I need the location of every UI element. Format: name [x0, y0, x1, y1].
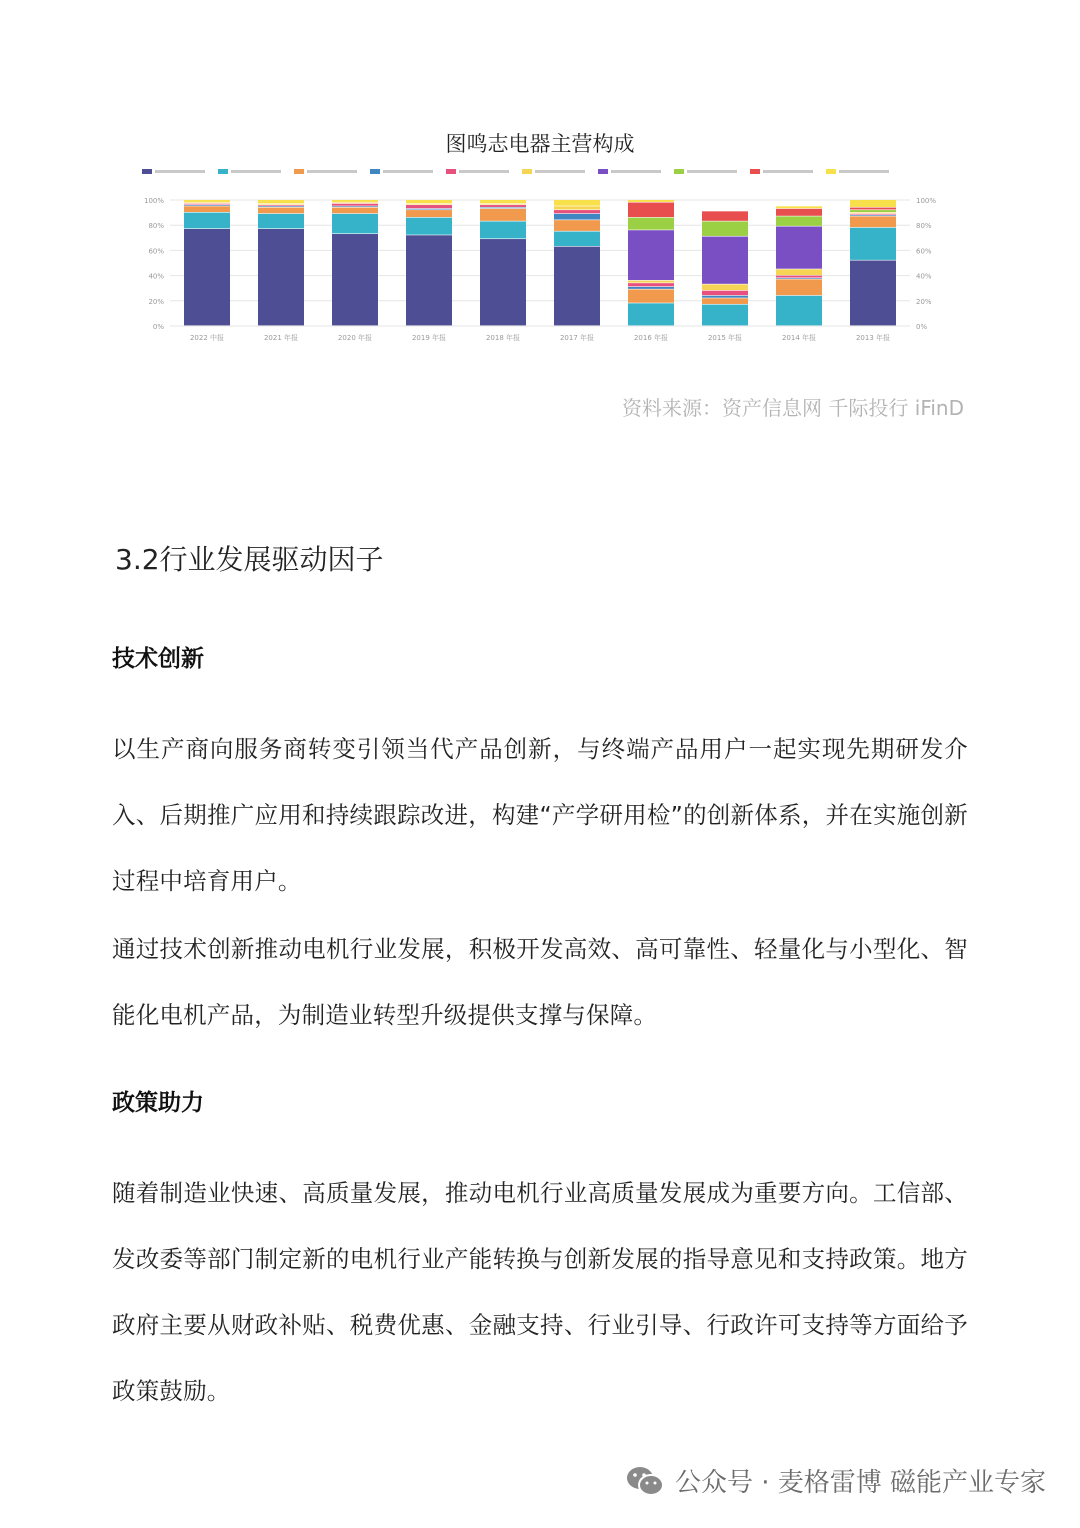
bar-segment [554, 214, 600, 220]
x-tick-label: 2020 年报 [337, 334, 373, 342]
bar-segment [850, 208, 896, 210]
legend-swatch [218, 169, 228, 174]
x-tick-label: 2017 年报 [559, 334, 595, 342]
bar-segment [406, 200, 452, 203]
y-tick-label-right: 20% [916, 297, 932, 306]
bar-segment [406, 218, 452, 235]
legend-label-placeholder [839, 170, 889, 173]
bar-segment [850, 228, 896, 260]
x-tick-label: 2019 年报 [411, 334, 447, 342]
legend-label-placeholder [307, 170, 357, 173]
bar-segment [332, 204, 378, 206]
subheading-tech-innovation: 技术创新 [112, 646, 204, 672]
bar-segment [480, 208, 526, 209]
bar-segment [628, 283, 674, 286]
bar-segment [702, 221, 748, 236]
bar-segment [480, 204, 526, 205]
footer-text: 公众号 · 麦格雷博 磁能产业专家 [674, 1468, 1046, 1498]
bar-segment [184, 203, 230, 204]
paragraph-policy-support: 随着制造业快速、高质量发展，推动电机行业高质量发展成为重要方向。工信部、发改委等部门制定新的电机行业产能转换与创新发展的指导意见和支持政策。地方政府主要从财政补贴、税费优惠、金融支持、行业引导、行政许可支持等方面给予政策鼓励。 [112, 1179, 968, 1405]
y-tick-label-left: 80% [148, 222, 164, 231]
bar-segment [554, 206, 600, 209]
legend-label-placeholder [763, 170, 813, 173]
bar-segment [258, 206, 304, 207]
bar-segment [628, 281, 674, 283]
bar-segment [776, 279, 822, 295]
bar-segment [702, 237, 748, 284]
bar-segment [776, 206, 822, 208]
x-tick-label: 2014 年报 [781, 334, 817, 342]
bar-segment [332, 214, 378, 234]
y-tick-label-right: 40% [916, 272, 932, 281]
bar-segment [702, 284, 748, 290]
bar-segment [480, 205, 526, 207]
bar-segment [480, 239, 526, 325]
bar-segment [554, 232, 600, 247]
bar-segment [332, 208, 378, 214]
bar-segment [702, 305, 748, 326]
bar-segment [628, 230, 674, 280]
bar-segment [258, 204, 304, 205]
bar-segment [702, 298, 748, 304]
bar-segment [776, 296, 822, 326]
legend-swatch [370, 169, 380, 174]
bar-segment [628, 218, 674, 230]
wechat-icon [625, 1464, 665, 1498]
legend-swatch [750, 169, 760, 174]
y-tick-label-right: 100% [916, 197, 937, 205]
bar-segment [258, 208, 304, 214]
section-heading: 3.2行业发展驱动因子 [115, 543, 384, 576]
bar-segment [184, 200, 230, 202]
source-caption: 资料来源：资产信息网 千际投行 iFinD [622, 396, 964, 420]
bar-segment [776, 276, 822, 278]
legend-swatch [142, 169, 152, 174]
bar-segment [850, 260, 896, 325]
bar-segment [850, 210, 896, 212]
bar-segment [406, 210, 452, 217]
bar-segment [406, 205, 452, 208]
bar-segment [554, 247, 600, 326]
bar-segment [850, 216, 896, 227]
bar-segment [628, 203, 674, 218]
bar-segment [850, 200, 896, 207]
bar-segment [184, 213, 230, 229]
bar-segment [184, 229, 230, 325]
bar-segment [184, 206, 230, 212]
paragraph-tech-innovation-1: 以生产商向服务商转变引领当代产品创新，与终端产品用户一起实现先期研发介入、后期推广应用和持续跟踪改进，构建“产学研用检”的创新体系，并在实施创新过程中培育用户。 [112, 735, 968, 895]
bar-segment [480, 209, 526, 221]
bar-segment [332, 200, 378, 202]
legend-label-placeholder [687, 170, 737, 173]
bar-segment [776, 209, 822, 216]
x-tick-label: 2013 年报 [855, 334, 891, 342]
bar-segment [702, 291, 748, 295]
bar-segment [776, 216, 822, 225]
legend-swatch [294, 169, 304, 174]
legend-label-placeholder [231, 170, 281, 173]
bar-segment [184, 204, 230, 205]
bar-segment [776, 278, 822, 279]
footer [625, 1462, 1046, 1499]
legend-swatch [522, 169, 532, 174]
y-tick-label-left: 40% [148, 272, 164, 281]
legend-swatch [826, 169, 836, 174]
bar-segment [776, 226, 822, 268]
bar-segment [554, 220, 600, 231]
legend-label-placeholder [155, 170, 205, 173]
bar-segment [628, 200, 674, 202]
bar-segment [332, 234, 378, 325]
bar-segment [406, 235, 452, 325]
bar-segment [702, 296, 748, 298]
bar-segment [480, 200, 526, 203]
y-tick-label-right: 60% [916, 247, 932, 256]
y-tick-label-right: 0% [916, 323, 928, 331]
bar-segment [628, 287, 674, 289]
bar-segment [332, 206, 378, 207]
bar-segment [628, 289, 674, 302]
y-tick-label-right: 80% [916, 222, 932, 231]
x-tick-label: 2022 中报 [189, 334, 225, 342]
legend-label-placeholder [611, 170, 661, 173]
paragraph-tech-innovation-2: 通过技术创新推动电机行业发展，积极开发高效、高可靠性、轻量化与小型化、智能化电机产品，为制造业转型升级提供支撑与保障。 [112, 935, 968, 1029]
bar-segment [258, 205, 304, 206]
bar-segment [628, 303, 674, 325]
legend-swatch [674, 169, 684, 174]
bar-segment [850, 215, 896, 216]
bar-segment [850, 214, 896, 215]
bar-segment [850, 213, 896, 214]
legend-swatch [598, 169, 608, 174]
y-tick-label-left: 100% [143, 197, 164, 205]
y-tick-label-left: 0% [152, 323, 164, 331]
legend-swatch [446, 169, 456, 174]
bar-segment [406, 204, 452, 205]
legend-label-placeholder [383, 170, 433, 173]
legend-label-placeholder [535, 170, 585, 173]
bar-segment [258, 229, 304, 325]
bar-segment [258, 200, 304, 203]
bar-segment [258, 214, 304, 229]
bar-segment [702, 211, 748, 220]
x-tick-label: 2016 年报 [633, 334, 669, 342]
bar-segment [480, 221, 526, 238]
stacked-bar-chart [138, 160, 942, 350]
bar-segment [184, 205, 230, 206]
bar-segment [554, 210, 600, 213]
bar-segment [406, 209, 452, 210]
x-tick-label: 2015 年报 [707, 334, 743, 342]
y-tick-label-left: 60% [148, 247, 164, 256]
bar-segment [554, 200, 600, 206]
subheading-policy-support: 政策助力 [112, 1090, 204, 1116]
x-tick-label: 2021 年报 [263, 334, 299, 342]
bar-segment [332, 203, 378, 204]
legend-label-placeholder [459, 170, 509, 173]
bar-segment [776, 269, 822, 275]
x-tick-label: 2018 年报 [485, 334, 521, 342]
chart-title: 图鸣志电器主营构成 [445, 132, 635, 156]
y-tick-label-left: 20% [148, 297, 164, 306]
